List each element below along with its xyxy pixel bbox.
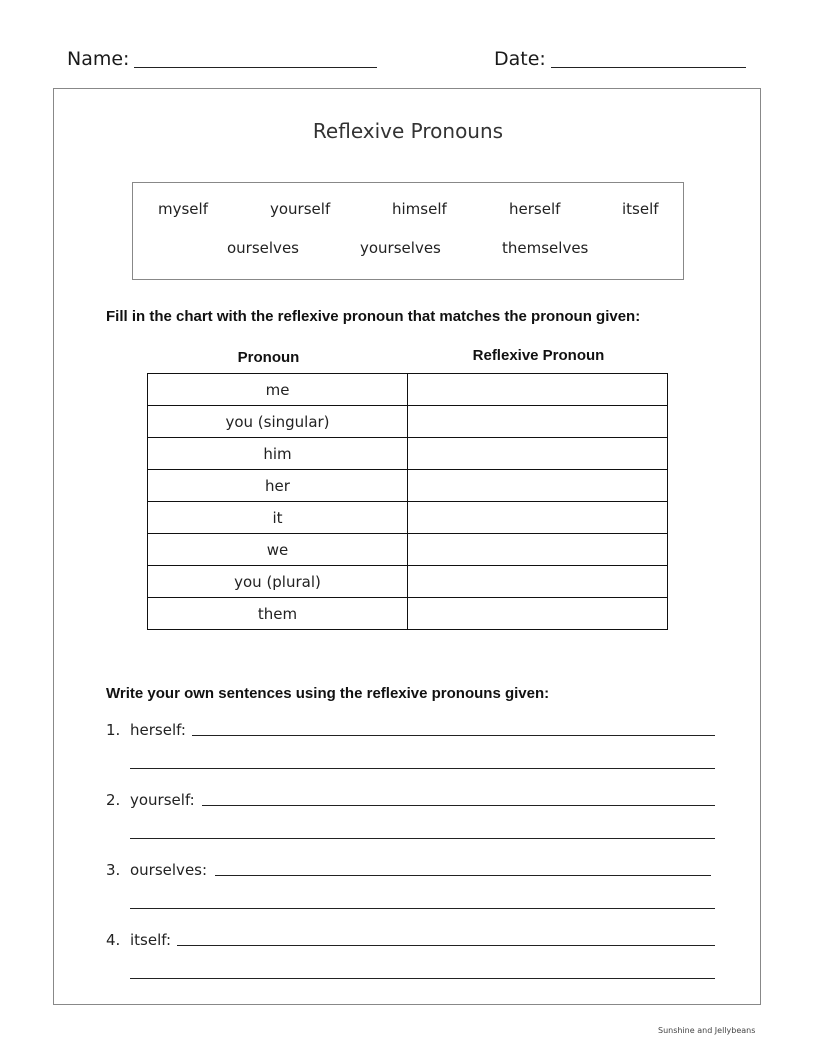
name-label: Name:	[67, 48, 130, 70]
credit-text: Sunshine and Jellybeans	[658, 1026, 756, 1035]
answer-line[interactable]	[130, 908, 715, 909]
answer-cell[interactable]	[408, 438, 668, 470]
answer-line[interactable]	[215, 875, 711, 876]
pronoun-cell: him	[148, 438, 408, 470]
table-row	[148, 534, 668, 566]
pronoun-cell: it	[148, 502, 408, 534]
pronoun-cell: them	[148, 598, 408, 630]
reflexive-column-header: Reflexive Pronoun	[472, 347, 605, 364]
sentence-word: yourself:	[130, 791, 195, 809]
pronoun-cell: you (plural)	[148, 566, 408, 598]
answer-line[interactable]	[192, 735, 715, 736]
sentence-number: 4.	[106, 931, 121, 949]
answer-cell[interactable]	[408, 374, 668, 406]
pronoun-column-header: Pronoun	[237, 349, 300, 366]
word-bank-item: itself	[622, 200, 659, 218]
word-bank-item: himself	[392, 200, 447, 218]
sentence-word: herself:	[130, 721, 186, 739]
chart-instructions: Fill in the chart with the reflexive pronoun that matches the pronoun given:	[106, 308, 641, 325]
sentence-word: ourselves:	[130, 861, 208, 879]
sentence-instructions: Write your own sentences using the reflexive pronouns given:	[106, 685, 550, 702]
sentence-number: 1.	[106, 721, 121, 739]
worksheet-title: Reflexive Pronouns	[312, 119, 504, 143]
answer-cell[interactable]	[408, 406, 668, 438]
name-field[interactable]	[134, 67, 377, 68]
table-row	[148, 438, 668, 470]
pronoun-cell: her	[148, 470, 408, 502]
answer-cell[interactable]	[408, 566, 668, 598]
table-row	[148, 566, 668, 598]
sentence-number: 3.	[106, 861, 121, 879]
word-bank-item: yourself	[270, 200, 331, 218]
sentence-number: 2.	[106, 791, 121, 809]
word-bank-item: myself	[158, 200, 208, 218]
answer-cell[interactable]	[408, 534, 668, 566]
word-bank-item: ourselves	[227, 239, 299, 257]
pronoun-cell: me	[148, 374, 408, 406]
pronoun-cell: we	[148, 534, 408, 566]
answer-line[interactable]	[202, 805, 715, 806]
sentence-word: itself:	[130, 931, 172, 949]
answer-line[interactable]	[130, 768, 715, 769]
word-bank-item: themselves	[502, 239, 589, 257]
answer-cell[interactable]	[408, 470, 668, 502]
word-bank	[132, 182, 684, 280]
answer-cell[interactable]	[408, 598, 668, 630]
pronoun-cell: you (singular)	[148, 406, 408, 438]
table-row	[148, 406, 668, 438]
date-label: Date:	[494, 48, 546, 70]
answer-cell[interactable]	[408, 502, 668, 534]
date-field[interactable]	[551, 67, 746, 68]
table-row	[148, 502, 668, 534]
table-row	[148, 598, 668, 630]
answer-line[interactable]	[130, 838, 715, 839]
answer-line[interactable]	[177, 945, 715, 946]
word-bank-item: herself	[509, 200, 561, 218]
table-row	[148, 374, 668, 406]
word-bank-item: yourselves	[360, 239, 441, 257]
answer-line[interactable]	[130, 978, 715, 979]
pronoun-chart	[147, 373, 668, 630]
table-row	[148, 470, 668, 502]
